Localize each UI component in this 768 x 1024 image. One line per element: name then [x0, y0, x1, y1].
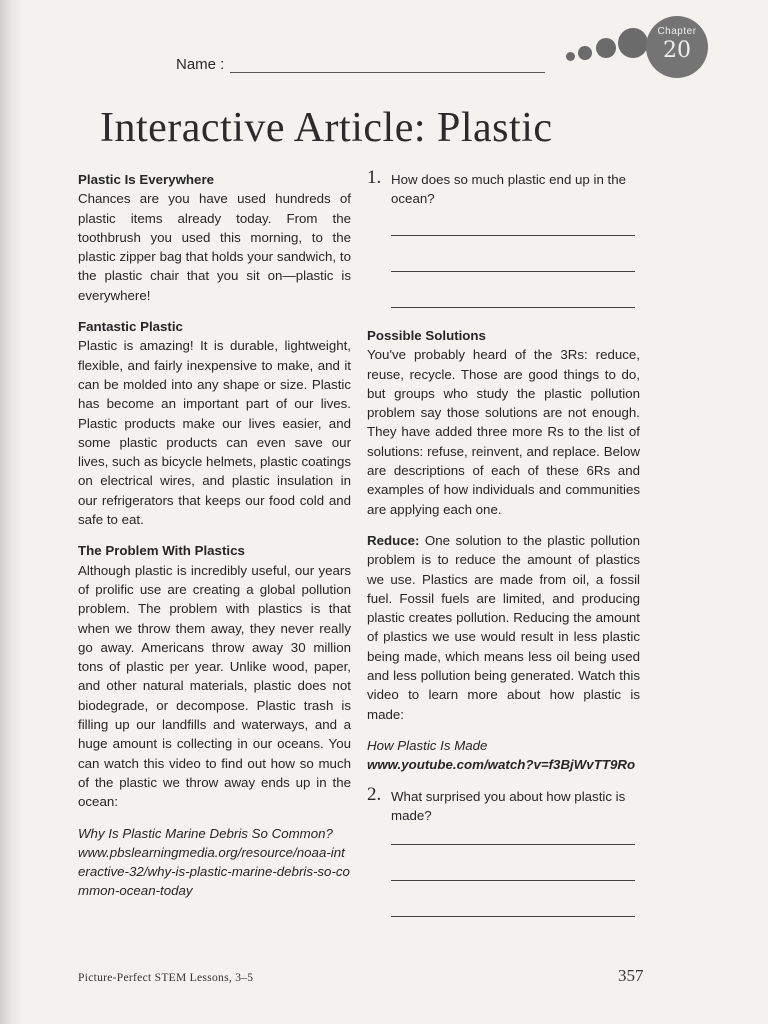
- chapter-badge: [646, 16, 708, 78]
- section-heading: Plastic Is Everywhere: [78, 172, 215, 187]
- answer-line[interactable]: [391, 915, 635, 917]
- section-heading: Fantastic Plastic: [78, 319, 183, 335]
- question-number: 2.: [367, 783, 382, 805]
- chapter-word: Chapter: [657, 26, 697, 37]
- name-field: [176, 56, 556, 78]
- name-label: Name :: [176, 56, 225, 73]
- book-title: Picture-Perfect STEM Lessons, 3–5: [78, 972, 254, 984]
- section-body: Plastic is amazing! It is durable, lightweight, flexible, and fairly inexpensive to make, and it can be molded into any shape or size. Plastic has become an important part of our lives. Plastic products make our lives easier, and some plastic products can even save our lives, such as bicycle helmets, plastic coatings on electrical wires, and plastic insulation in our refrigerators that keeps our food cold and safe to eat.: [78, 338, 351, 528]
- section-body: You've probably heard of the 3Rs: reduce, reuse, recycle. Those are good things to do, but groups who study the plastic pollution problem say those solutions are not enough. They have added three more Rs to the list of solutions: refuse, reinvent, and replace. Below are descriptions of each of these 6Rs and examples of how individuals and communities are applying each one.: [367, 347, 640, 517]
- question-2: [367, 783, 640, 825]
- left-column: [78, 170, 351, 901]
- section-body: Although plastic is incredibly useful, our years of prolific use are creating a global pollution problem. The problem with plastics is that when we throw them away, they never really go away. Americans throw away 30 million tons of plastic per year. Unlike wood, paper, and other natural materials, plastic does not biodegrade, or decompose. Plastic trash is filling up our landfills and waterways, and a huge amount is collecting in our oceans. You can watch this video to find out how so much of the plastic we throw away ends up in the ocean:: [78, 562, 351, 810]
- section-heading: The Problem With Plastics: [78, 543, 245, 559]
- decor-dot: [566, 52, 575, 61]
- video-title: Why Is Plastic Marine Debris So Common?: [78, 825, 333, 841]
- question-text: How does so much plastic end up in the ocean?: [391, 172, 627, 206]
- decor-dot: [578, 46, 592, 60]
- article-title: Interactive Article: Plastic: [100, 105, 553, 151]
- chapter-number: 20: [663, 38, 691, 63]
- section-heading: Possible Solutions: [367, 328, 486, 343]
- video-title: How Plastic Is Made: [367, 737, 488, 753]
- reduce-label: Reduce:: [367, 532, 420, 548]
- decor-dot: [618, 28, 648, 58]
- section-body: Chances are you have used hundreds of plastic items already today. From the toothbrush you used this morning, to the plastic zipper bag that holds your sandwich, to the plastic chair that you sit on—plastic is everywhere!: [78, 191, 351, 303]
- name-write-line: [230, 72, 545, 73]
- video-link[interactable]: www.pbslearningmedia.org/resource/noaa-interactive-32/why-is-plastic-marine-debris-so-common-ocean-today: [78, 844, 350, 899]
- question-text: What surprised you about how plastic is made?: [391, 788, 626, 823]
- question-1: [367, 167, 640, 208]
- video-link[interactable]: www.youtube.com/watch?v=f3BjWvTT9Ro: [367, 757, 636, 773]
- reduce-body: One solution to the plastic pollution problem is to reduce the amount of plastics we use. Plastics are made from oil, a fossil fuel. Fossil fuels are limited, and producing plastic creates pollution. Reducing the amount of plastics we use would result in less plastic being made, which means less oil being used and less pollution being generated. Watch this video to learn more about how plastic is made:: [367, 532, 640, 722]
- question-number: 1.: [367, 167, 382, 188]
- page-number: 357: [618, 966, 644, 985]
- reduce-paragraph: [367, 531, 640, 724]
- right-column: [367, 167, 640, 917]
- chapter-badge-group: [566, 16, 706, 96]
- page-edge-shadow: [0, 0, 22, 1024]
- decor-dot: [596, 38, 616, 58]
